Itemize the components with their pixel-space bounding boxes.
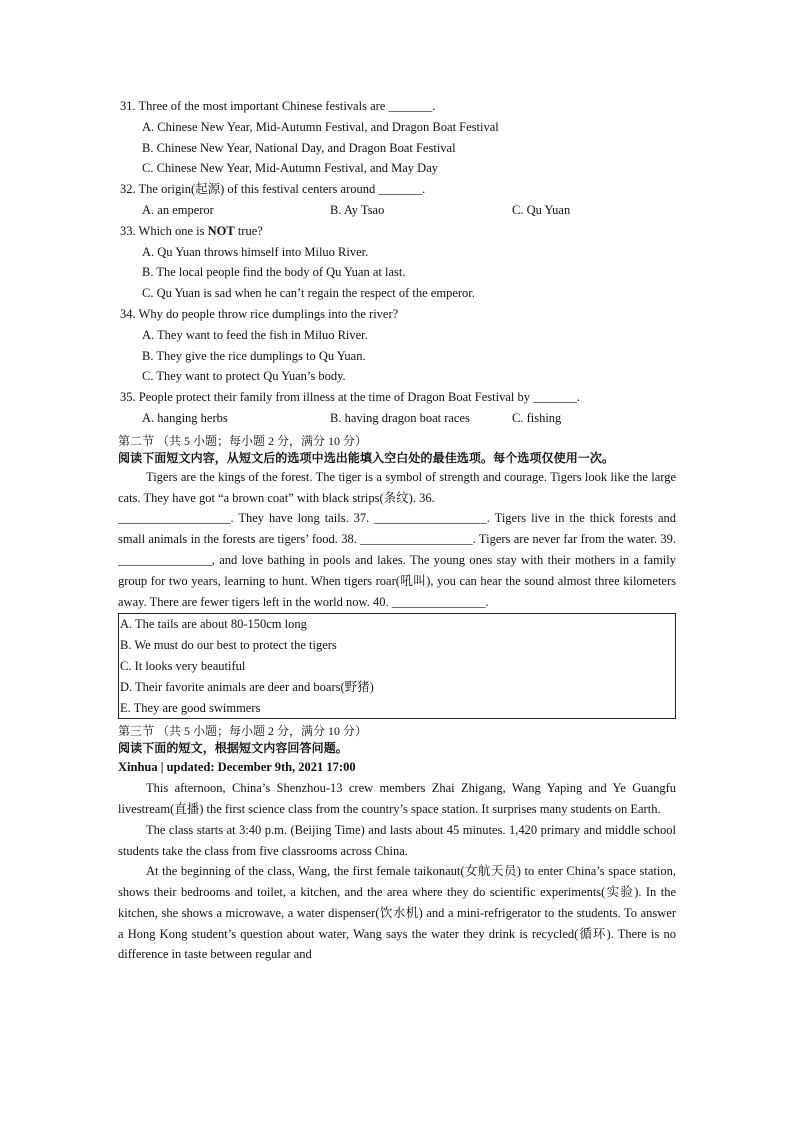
section-3-instruction: 阅读下面的短文，根据短文内容回答问题。 — [118, 741, 348, 756]
question-35-options — [118, 408, 676, 429]
question-32-stem: 32. The origin(起源) of this festival centers around _______. — [120, 182, 426, 197]
question-33-stem-pre: 33. Which one is — [120, 223, 208, 238]
question-35-option-a: A. hanging herbs — [142, 410, 228, 425]
article-paragraph-1: This afternoon, China’s Shenzhou-13 crew members Zhai Zhigang, Wang Yaping and Ye Guangfu livestream(直播) the first science class from the country’s space station. It surprises many students on Earth. — [118, 781, 676, 816]
question-34-stem: 34. Why do people throw rice dumplings into the river? — [120, 306, 399, 321]
question-31-option-a: A. Chinese New Year, Mid-Autumn Festival, and Dragon Boat Festival — [142, 119, 499, 134]
question-34-option-c: C. They want to protect Qu Yuan’s body. — [142, 369, 346, 384]
question-34-option-b: B. They give the rice dumplings to Qu Yuan. — [142, 348, 366, 363]
section-2-option-a: A. The tails are about 80-150cm long — [120, 617, 307, 632]
question-33-stem — [118, 221, 676, 242]
question-32-options — [118, 200, 676, 221]
article-paragraph-2: The class starts at 3:40 p.m. (Beijing Time) and lasts about 45 minutes. 1,420 primary and middle school students take the class from five classrooms across China. — [118, 822, 676, 858]
section-2-option-d: D. Their favorite animals are deer and boars(野猪) — [120, 679, 374, 694]
question-33-option-a: A. Qu Yuan throws himself into Miluo River. — [142, 244, 369, 259]
exam-page — [118, 96, 676, 965]
question-33-option-b: B. The local people find the body of Qu Yuan at last. — [142, 265, 406, 280]
question-31-option-c: C. Chinese New Year, Mid-Autumn Festival, and May Day — [142, 161, 438, 176]
section-2-heading: 第二节 （共 5 小题；每小题 2 分，满分 10 分） — [118, 433, 368, 448]
question-35-option-b: B. having dragon boat races — [330, 410, 470, 425]
section-2-option-c: C. It looks very beautiful — [120, 658, 246, 673]
question-35-stem: 35. People protect their family from illness at the time of Dragon Boat Festival by _______. — [120, 390, 580, 405]
section-3-heading: 第三节 （共 5 小题；每小题 2 分，满分 10 分） — [118, 724, 368, 739]
section-2-instruction: 阅读下面短文内容，从短文后的选项中选出能填入空白处的最佳选项。每个选项仅使用一次。 — [118, 450, 615, 465]
section-2-options-box — [118, 613, 676, 719]
article-dateline: Xinhua | updated: December 9th, 2021 17:00 — [118, 760, 356, 775]
question-33-stem-post: true? — [234, 223, 263, 238]
section-2-passage-part-1: Tigers are the kings of the forest. The tiger is a symbol of strength and courage. Tigers look like the large cats. They have got “a brown coat” with black strips(条纹). 36. — [118, 469, 676, 505]
question-31-stem: 31. Three of the most important Chinese festivals are _______. — [120, 99, 436, 113]
question-31-option-b: B. Chinese New Year, National Day, and Dragon Boat Festival — [142, 140, 456, 155]
question-33-option-c: C. Qu Yuan is sad when he can’t regain the respect of the emperor. — [142, 286, 475, 301]
question-35-option-c: C. fishing — [512, 410, 562, 425]
section-2-option-b: B. We must do our best to protect the tigers — [120, 638, 337, 653]
question-32-option-a: A. an emperor — [142, 202, 214, 217]
question-32-option-c: C. Qu Yuan — [512, 202, 571, 217]
section-2-option-e: E. They are good swimmers — [120, 700, 261, 715]
article-paragraph-3: At the beginning of the class, Wang, the first female taikonaut(女航天员) to enter China’s space station, shows their bedrooms and toilet, a kitchen, and the area where they do scientific experiments(实验). In the kitchen, she shows a microwave, a water dispenser(饮水机) and a mini-refrigerator to the students. To answer a Hong Kong student’s question about water, Wang says the water they drink is recycled(循环). There is no difference in taste between regular and — [118, 864, 676, 962]
question-33-stem-emphasis: NOT — [207, 223, 235, 238]
question-34-option-a: A. They want to feed the fish in Miluo River. — [142, 327, 368, 342]
section-2-passage-part-2: __________________. They have long tails. 37. __________________. Tigers live in the thick forests and small animals in the forests are tigers’ food. 38. __________________. Tigers are never far from the water. 39. _______________, and love bathing in pools and lakes. The young ones stay with their mothers in a family group for two years, learning to hunt. When tigers roar(吼叫), you can hear the sound almost three kilometers away. There are fewer tigers left in the world now. 40. _______________. — [118, 511, 676, 609]
question-32-option-b: B. Ay Tsao — [330, 202, 385, 217]
